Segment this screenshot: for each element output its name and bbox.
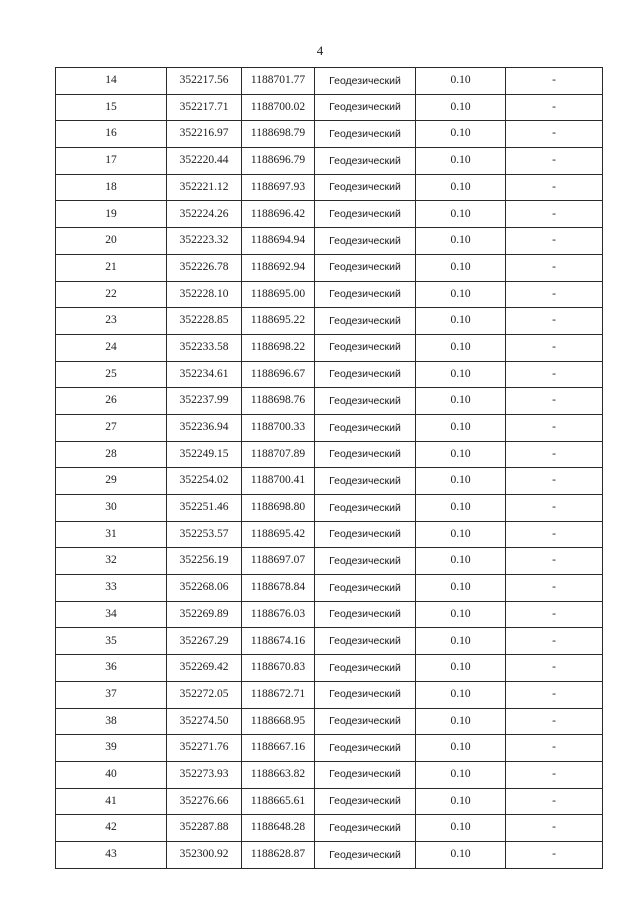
table-row [56,174,603,201]
point-number-cell: 38 [56,708,167,735]
y-coordinate-cell: 1188696.42 [242,201,315,228]
accuracy-cell: 0.10 [416,708,506,735]
method-cell: Геодезический [315,521,416,548]
x-coordinate-cell: 352274.50 [167,708,242,735]
x-coordinate-cell: 352273.93 [167,761,242,788]
x-coordinate-cell: 352254.02 [167,468,242,495]
table-row [56,708,603,735]
x-coordinate-cell: 352253.57 [167,521,242,548]
x-coordinate-cell: 352272.05 [167,681,242,708]
method-cell: Геодезический [315,628,416,655]
point-number-cell: 30 [56,495,167,522]
table-row [56,414,603,441]
point-number-cell: 39 [56,735,167,762]
point-number-cell: 34 [56,601,167,628]
x-coordinate-cell: 352269.42 [167,655,242,682]
note-cell: - [506,174,603,201]
y-coordinate-cell: 1188700.02 [242,94,315,121]
method-cell: Геодезический [315,388,416,415]
method-cell: Геодезический [315,228,416,255]
y-coordinate-cell: 1188670.83 [242,655,315,682]
accuracy-cell: 0.10 [416,815,506,842]
x-coordinate-cell: 352271.76 [167,735,242,762]
note-cell: - [506,68,603,95]
table-row [56,94,603,121]
method-cell: Геодезический [315,308,416,335]
table-row [56,228,603,255]
table-row [56,201,603,228]
accuracy-cell: 0.10 [416,601,506,628]
method-cell: Геодезический [315,281,416,308]
point-number-cell: 25 [56,361,167,388]
table-row [56,681,603,708]
note-cell: - [506,628,603,655]
method-cell: Геодезический [315,414,416,441]
y-coordinate-cell: 1188700.41 [242,468,315,495]
y-coordinate-cell: 1188698.79 [242,121,315,148]
y-coordinate-cell: 1188628.87 [242,841,315,868]
method-cell: Геодезический [315,761,416,788]
method-cell: Геодезический [315,815,416,842]
x-coordinate-cell: 352228.10 [167,281,242,308]
point-number-cell: 14 [56,68,167,95]
accuracy-cell: 0.10 [416,174,506,201]
note-cell: - [506,708,603,735]
accuracy-cell: 0.10 [416,681,506,708]
accuracy-cell: 0.10 [416,148,506,175]
note-cell: - [506,735,603,762]
accuracy-cell: 0.10 [416,841,506,868]
note-cell: - [506,601,603,628]
x-coordinate-cell: 352251.46 [167,495,242,522]
point-number-cell: 40 [56,761,167,788]
method-cell: Геодезический [315,495,416,522]
method-cell: Геодезический [315,655,416,682]
x-coordinate-cell: 352267.29 [167,628,242,655]
point-number-cell: 28 [56,441,167,468]
note-cell: - [506,308,603,335]
coordinates-table [55,67,603,869]
point-number-cell: 23 [56,308,167,335]
accuracy-cell: 0.10 [416,495,506,522]
method-cell: Геодезический [315,334,416,361]
note-cell: - [506,681,603,708]
note-cell: - [506,521,603,548]
table-row [56,761,603,788]
x-coordinate-cell: 352221.12 [167,174,242,201]
table-row [56,361,603,388]
accuracy-cell: 0.10 [416,201,506,228]
y-coordinate-cell: 1188674.16 [242,628,315,655]
x-coordinate-cell: 352234.61 [167,361,242,388]
accuracy-cell: 0.10 [416,735,506,762]
note-cell: - [506,495,603,522]
note-cell: - [506,281,603,308]
y-coordinate-cell: 1188665.61 [242,788,315,815]
note-cell: - [506,575,603,602]
x-coordinate-cell: 352220.44 [167,148,242,175]
point-number-cell: 41 [56,788,167,815]
accuracy-cell: 0.10 [416,441,506,468]
note-cell: - [506,334,603,361]
method-cell: Геодезический [315,735,416,762]
y-coordinate-cell: 1188700.33 [242,414,315,441]
note-cell: - [506,414,603,441]
point-number-cell: 19 [56,201,167,228]
point-number-cell: 16 [56,121,167,148]
x-coordinate-cell: 352287.88 [167,815,242,842]
note-cell: - [506,201,603,228]
accuracy-cell: 0.10 [416,548,506,575]
method-cell: Геодезический [315,575,416,602]
accuracy-cell: 0.10 [416,361,506,388]
x-coordinate-cell: 352236.94 [167,414,242,441]
x-coordinate-cell: 352269.89 [167,601,242,628]
x-coordinate-cell: 352223.32 [167,228,242,255]
y-coordinate-cell: 1188648.28 [242,815,315,842]
y-coordinate-cell: 1188695.42 [242,521,315,548]
y-coordinate-cell: 1188695.00 [242,281,315,308]
y-coordinate-cell: 1188678.84 [242,575,315,602]
method-cell: Геодезический [315,601,416,628]
x-coordinate-cell: 352233.58 [167,334,242,361]
note-cell: - [506,468,603,495]
accuracy-cell: 0.10 [416,308,506,335]
note-cell: - [506,655,603,682]
x-coordinate-cell: 352249.15 [167,441,242,468]
table-row [56,388,603,415]
table-row [56,334,603,361]
point-number-cell: 22 [56,281,167,308]
table-row [56,148,603,175]
y-coordinate-cell: 1188701.77 [242,68,315,95]
point-number-cell: 21 [56,254,167,281]
point-number-cell: 29 [56,468,167,495]
point-number-cell: 32 [56,548,167,575]
x-coordinate-cell: 352300.92 [167,841,242,868]
y-coordinate-cell: 1188697.93 [242,174,315,201]
x-coordinate-cell: 352268.06 [167,575,242,602]
y-coordinate-cell: 1188694.94 [242,228,315,255]
note-cell: - [506,94,603,121]
table-row [56,254,603,281]
table-row [56,548,603,575]
method-cell: Геодезический [315,121,416,148]
accuracy-cell: 0.10 [416,628,506,655]
method-cell: Геодезический [315,201,416,228]
method-cell: Геодезический [315,841,416,868]
accuracy-cell: 0.10 [416,788,506,815]
accuracy-cell: 0.10 [416,281,506,308]
point-number-cell: 43 [56,841,167,868]
y-coordinate-cell: 1188672.71 [242,681,315,708]
x-coordinate-cell: 352256.19 [167,548,242,575]
y-coordinate-cell: 1188696.67 [242,361,315,388]
method-cell: Геодезический [315,441,416,468]
table-row [56,815,603,842]
accuracy-cell: 0.10 [416,228,506,255]
note-cell: - [506,788,603,815]
method-cell: Геодезический [315,708,416,735]
accuracy-cell: 0.10 [416,121,506,148]
note-cell: - [506,548,603,575]
note-cell: - [506,441,603,468]
table-row [56,68,603,95]
method-cell: Геодезический [315,174,416,201]
y-coordinate-cell: 1188668.95 [242,708,315,735]
table-row [56,788,603,815]
y-coordinate-cell: 1188696.79 [242,148,315,175]
table-row [56,281,603,308]
note-cell: - [506,761,603,788]
y-coordinate-cell: 1188707.89 [242,441,315,468]
y-coordinate-cell: 1188695.22 [242,308,315,335]
method-cell: Геодезический [315,361,416,388]
point-number-cell: 37 [56,681,167,708]
x-coordinate-cell: 352216.97 [167,121,242,148]
table-row [56,468,603,495]
table-row [56,441,603,468]
table-row [56,121,603,148]
note-cell: - [506,841,603,868]
table-row [56,628,603,655]
accuracy-cell: 0.10 [416,334,506,361]
point-number-cell: 26 [56,388,167,415]
accuracy-cell: 0.10 [416,761,506,788]
method-cell: Геодезический [315,94,416,121]
table-row [56,655,603,682]
point-number-cell: 36 [56,655,167,682]
x-coordinate-cell: 352217.71 [167,94,242,121]
point-number-cell: 24 [56,334,167,361]
point-number-cell: 20 [56,228,167,255]
y-coordinate-cell: 1188676.03 [242,601,315,628]
y-coordinate-cell: 1188697.07 [242,548,315,575]
accuracy-cell: 0.10 [416,94,506,121]
y-coordinate-cell: 1188692.94 [242,254,315,281]
accuracy-cell: 0.10 [416,468,506,495]
accuracy-cell: 0.10 [416,254,506,281]
table-row [56,735,603,762]
coordinates-table-body [56,68,603,869]
method-cell: Геодезический [315,68,416,95]
y-coordinate-cell: 1188698.80 [242,495,315,522]
accuracy-cell: 0.10 [416,68,506,95]
table-row [56,575,603,602]
accuracy-cell: 0.10 [416,521,506,548]
method-cell: Геодезический [315,254,416,281]
method-cell: Геодезический [315,468,416,495]
table-row [56,495,603,522]
note-cell: - [506,121,603,148]
note-cell: - [506,148,603,175]
table-row [56,841,603,868]
point-number-cell: 33 [56,575,167,602]
accuracy-cell: 0.10 [416,655,506,682]
point-number-cell: 15 [56,94,167,121]
method-cell: Геодезический [315,788,416,815]
accuracy-cell: 0.10 [416,414,506,441]
y-coordinate-cell: 1188698.76 [242,388,315,415]
note-cell: - [506,388,603,415]
accuracy-cell: 0.10 [416,575,506,602]
page-number: 4 [316,43,324,58]
note-cell: - [506,815,603,842]
method-cell: Геодезический [315,548,416,575]
table-row [56,308,603,335]
table-row [56,521,603,548]
x-coordinate-cell: 352217.56 [167,68,242,95]
point-number-cell: 42 [56,815,167,842]
y-coordinate-cell: 1188667.16 [242,735,315,762]
x-coordinate-cell: 352228.85 [167,308,242,335]
note-cell: - [506,228,603,255]
x-coordinate-cell: 352237.99 [167,388,242,415]
accuracy-cell: 0.10 [416,388,506,415]
method-cell: Геодезический [315,148,416,175]
table-row [56,601,603,628]
point-number-cell: 35 [56,628,167,655]
y-coordinate-cell: 1188698.22 [242,334,315,361]
x-coordinate-cell: 352276.66 [167,788,242,815]
note-cell: - [506,254,603,281]
point-number-cell: 27 [56,414,167,441]
point-number-cell: 18 [56,174,167,201]
x-coordinate-cell: 352224.26 [167,201,242,228]
x-coordinate-cell: 352226.78 [167,254,242,281]
note-cell: - [506,361,603,388]
point-number-cell: 31 [56,521,167,548]
point-number-cell: 17 [56,148,167,175]
method-cell: Геодезический [315,681,416,708]
y-coordinate-cell: 1188663.82 [242,761,315,788]
